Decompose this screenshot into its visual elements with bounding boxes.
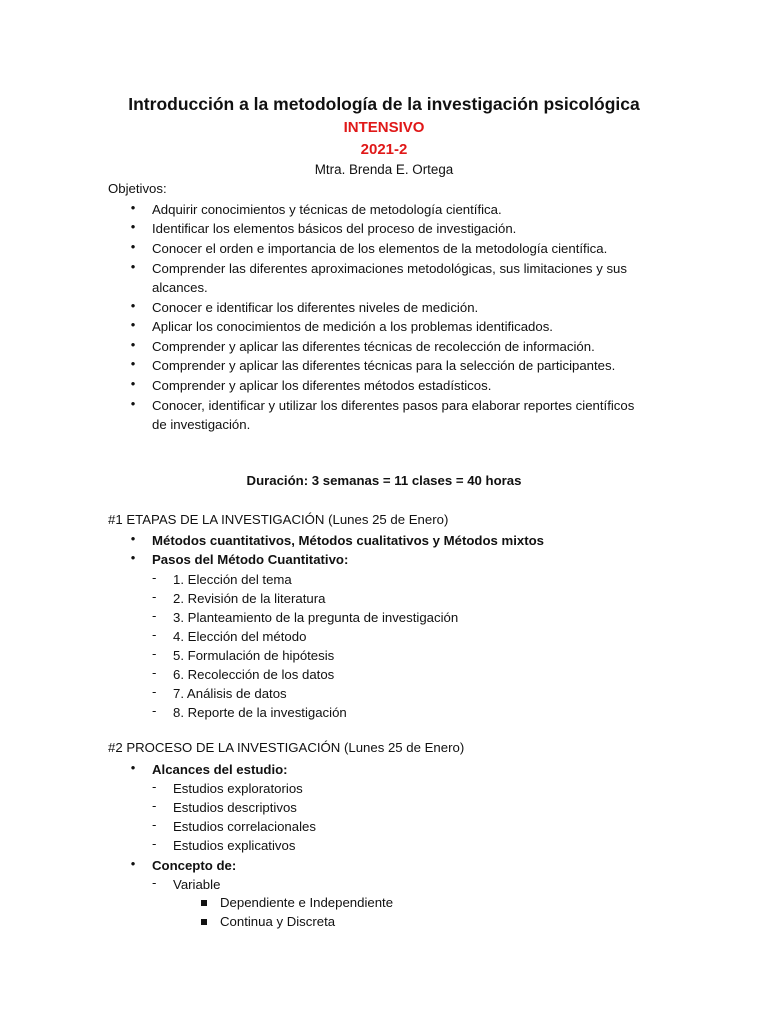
section1-bullet-steps: Pasos del Método Cuantitativo: [152, 552, 349, 567]
variable-subitem: Continua y Discreta [220, 914, 336, 929]
section1-heading: #1 ETAPAS DE LA INVESTIGACIÓN (Lunes 25 de Enero) [108, 512, 449, 527]
square-bullet-icon [201, 900, 207, 906]
section2-bullet-scope: Alcances del estudio: [152, 762, 288, 777]
bullet-icon: • [130, 356, 136, 371]
objective-item-continuation: de investigación. [152, 417, 251, 432]
dash-icon: - [152, 665, 157, 680]
step-item: 2. Revisión de la literatura [173, 591, 326, 606]
document-title: Introducción a la metodología de la investigación psicológica [128, 94, 640, 114]
step-item: 7. Análisis de datos [173, 686, 287, 701]
bullet-icon: • [130, 259, 136, 274]
step-item: 4. Elección del método [173, 629, 307, 644]
bullet-icon: • [130, 219, 136, 234]
dash-icon: - [152, 798, 157, 813]
bullet-icon: • [130, 396, 136, 411]
dash-icon: - [152, 589, 157, 604]
document-subtitle-period: 2021-2 [360, 141, 408, 158]
variable-subitem: Dependiente e Independiente [220, 895, 394, 910]
objective-item: Comprender las diferentes aproximaciones metodológicas, sus limitaciones y sus [152, 261, 627, 276]
bullet-icon: • [130, 298, 136, 313]
dash-icon: - [152, 646, 157, 661]
section2-bullet-concept: Concepto de: [152, 858, 237, 873]
bullet-icon: • [130, 317, 136, 332]
bullet-icon: • [130, 200, 136, 215]
bullet-icon: • [130, 550, 136, 565]
dash-icon: - [152, 570, 157, 585]
document-author: Mtra. Brenda E. Ortega [314, 162, 454, 177]
objective-item: Conocer e identificar los diferentes niveles de medición. [152, 300, 479, 315]
dash-icon: - [152, 817, 157, 832]
concept-variable: Variable [173, 877, 221, 892]
bullet-icon: • [130, 856, 136, 871]
square-bullet-icon [201, 919, 207, 925]
step-item: 8. Reporte de la investigación [173, 705, 347, 720]
duration-line: Duración: 3 semanas = 11 clases = 40 horas [246, 473, 522, 488]
bullet-icon: • [130, 337, 136, 352]
bullet-icon: • [130, 239, 136, 254]
step-item: 6. Recolección de los datos [173, 667, 335, 682]
step-item: 5. Formulación de hipótesis [173, 648, 335, 663]
dash-icon: - [152, 684, 157, 699]
objective-item: Conocer el orden e importancia de los elementos de la metodología científica. [152, 241, 608, 256]
objective-item: Identificar los elementos básicos del proceso de investigación. [152, 221, 517, 236]
dash-icon: - [152, 608, 157, 623]
objectives-heading: Objetivos: [108, 181, 167, 196]
objective-item-continuation: alcances. [152, 280, 208, 295]
dash-icon: - [152, 875, 157, 890]
study-item: Estudios exploratorios [173, 781, 303, 796]
dash-icon: - [152, 779, 157, 794]
step-item: 1. Elección del tema [173, 572, 292, 587]
objective-item: Conocer, identificar y utilizar los diferentes pasos para elaborar reportes científicos [152, 398, 635, 413]
document-subtitle-intensivo: INTENSIVO [343, 119, 425, 136]
objective-item: Comprender y aplicar las diferentes técnicas para la selección de participantes. [152, 358, 616, 373]
bullet-icon: • [130, 531, 136, 546]
objective-item: Adquirir conocimientos y técnicas de metodología científica. [152, 202, 502, 217]
dash-icon: - [152, 836, 157, 851]
objective-item: Comprender y aplicar las diferentes técnicas de recolección de información. [152, 339, 595, 354]
objective-item: Comprender y aplicar los diferentes métodos estadísticos. [152, 378, 492, 393]
study-item: Estudios correlacionales [173, 819, 316, 834]
dash-icon: - [152, 703, 157, 718]
objective-item: Aplicar los conocimientos de medición a los problemas identificados. [152, 319, 553, 334]
bullet-icon: • [130, 760, 136, 775]
dash-icon: - [152, 627, 157, 642]
section2-heading: #2 PROCESO DE LA INVESTIGACIÓN (Lunes 25 de Enero) [108, 740, 465, 755]
study-item: Estudios explicativos [173, 838, 296, 853]
step-item: 3. Planteamiento de la pregunta de investigación [173, 610, 459, 625]
section1-bullet-methods: Métodos cuantitativos, Métodos cualitativos y Métodos mixtos [152, 533, 545, 548]
bullet-icon: • [130, 376, 136, 391]
study-item: Estudios descriptivos [173, 800, 297, 815]
